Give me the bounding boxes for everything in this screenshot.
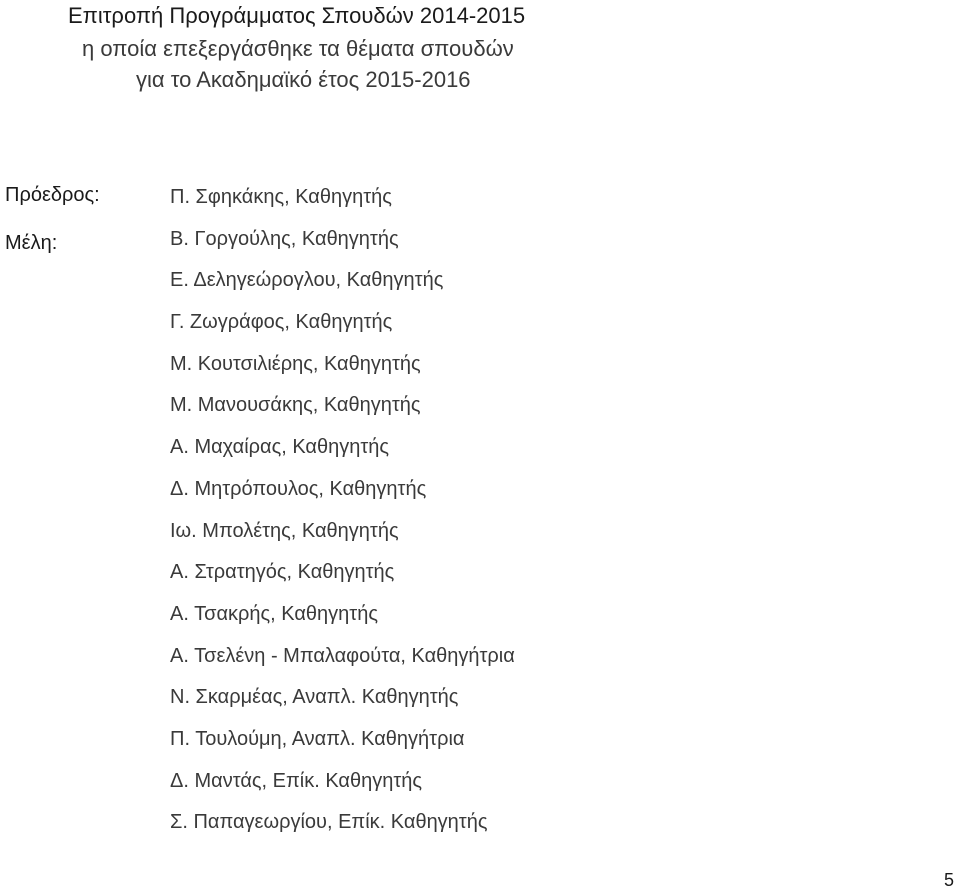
committee-member: Γ. Ζωγράφος, Καθηγητής bbox=[170, 311, 393, 334]
committee-member-list bbox=[170, 184, 515, 851]
document-title: Επιτροπή Προγράμματος Σπουδών 2014-2015 bbox=[68, 3, 526, 28]
committee-member: Β. Γοργούλης, Καθηγητής bbox=[170, 227, 399, 250]
committee-member: Ε. Δεληγεώρογλου, Καθηγητής bbox=[170, 269, 444, 292]
committee-member: Π. Τουλούμη, Αναπλ. Καθηγήτρια bbox=[170, 727, 465, 750]
document-subtitle-line-2: για το Ακαδημαϊκό έτος 2015-2016 bbox=[136, 67, 471, 92]
committee-chair: Π. Σφηκάκης, Καθηγητής bbox=[170, 186, 392, 208]
committee-member: Α. Τσελένη - Μπαλαφούτα, Καθηγήτρια bbox=[170, 644, 515, 667]
committee-member: Α. Μαχαίρας, Καθηγητής bbox=[170, 436, 390, 459]
members-label: Μέλη: bbox=[5, 232, 58, 254]
committee-member: Μ. Μανουσάκης, Καθηγητής bbox=[170, 394, 421, 417]
committee-member: Ν. Σκαρμέας, Αναπλ. Καθηγητής bbox=[170, 686, 459, 709]
document-subtitle-line-1: η οποία επεξεργάσθηκε τα θέματα σπουδών bbox=[82, 36, 514, 61]
committee-member: Μ. Κουτσιλιέρης, Καθηγητής bbox=[170, 352, 421, 375]
page-number: 5 bbox=[943, 870, 954, 890]
committee-member: Α. Τσακρής, Καθηγητής bbox=[170, 602, 378, 625]
committee-member: Α. Στρατηγός, Καθηγητής bbox=[170, 561, 395, 584]
committee-member: Δ. Μαντάς, Επίκ. Καθηγητής bbox=[170, 769, 423, 792]
committee-member: Σ. Παπαγεωργίου, Επίκ. Καθηγητής bbox=[170, 811, 488, 834]
committee-member: Δ. Μητρόπουλος, Καθηγητής bbox=[170, 477, 427, 500]
chair-label: Πρόεδρος: bbox=[5, 184, 100, 206]
committee-member: Ιω. Μπολέτης, Καθηγητής bbox=[170, 519, 399, 542]
